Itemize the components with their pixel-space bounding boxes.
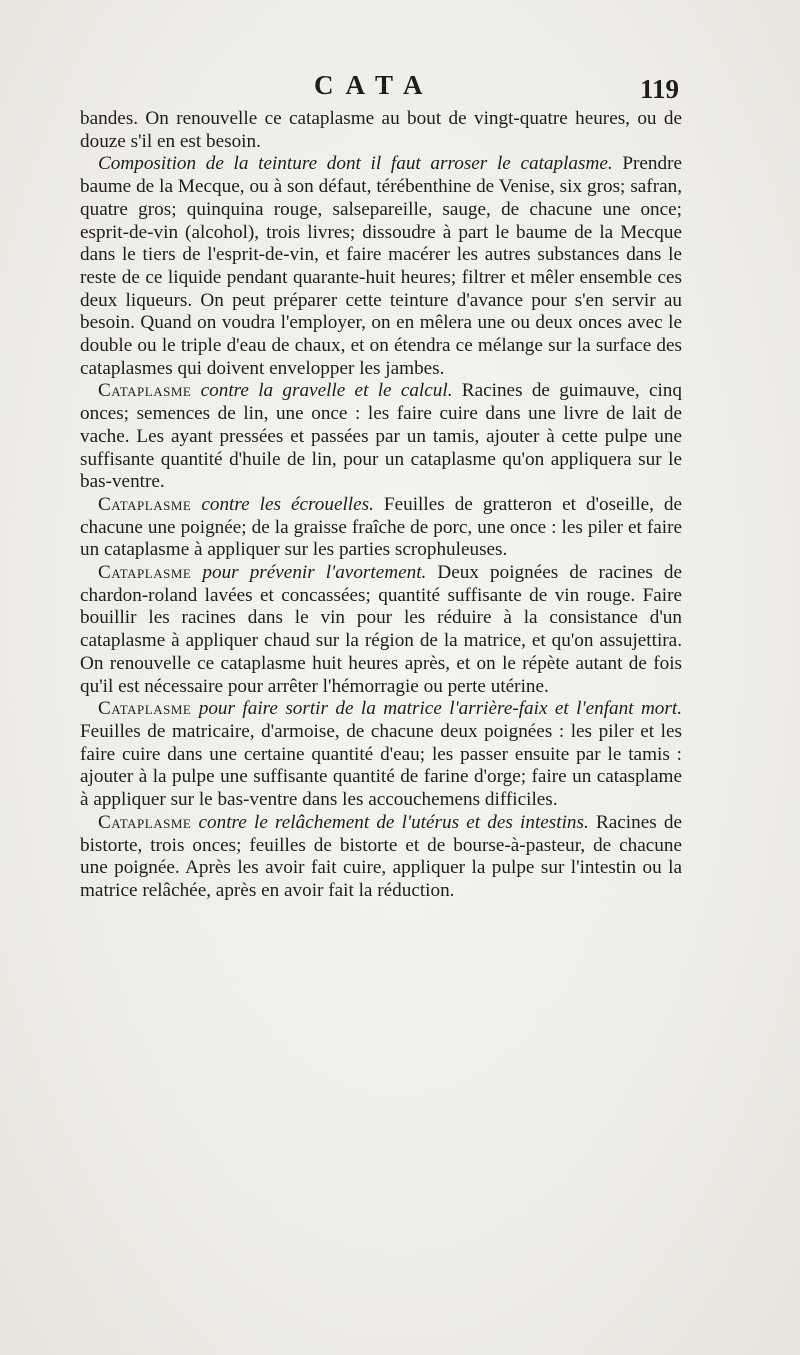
paragraph-body: Racines de bistorte, trois onces; feuilles de bistorte et de bourse-à-pasteur, de chacune une poignée. Après les avoir fait cuire, appliquer la pulpe sur l'intestin ou la matrice relâchée, après en avoir fait la réduction. [80, 811, 682, 901]
paragraph-teinture [80, 153, 682, 380]
paragraph-gravelle [80, 380, 682, 494]
paragraph-lead: Cataplasme [98, 493, 192, 515]
paragraph-lead: Cataplasme [98, 380, 192, 402]
paragraph-body: Prendre baume de la Mecque, ou à son défaut, térébenthine de Venise, six gros; safran, quatre gros; quinquina rouge, salsepareille, sauge, de chacune une once; esprit-de-vin (alcohol), trois livres; dissoudre à part le baume de la Mecque dans le tiers de l'esprit-de-vin, et faire macérer les autres substances dans le reste de ce liquide pendant quarante-huit heures; filtrer et mêler ensemble ces deux liqueurs. On peut préparer cette teinture d'avance pour s'en servir au besoin. Quand on voudra l'employer, on en mêlera une ou deux onces avec le double ou le triple d'eau de chaux, et on étendra ce mélange sur la surface des cataplasmes qui doivent envelopper les jambes. [80, 153, 682, 379]
paragraph-heading: Composition de la teinture dont il faut arroser le cataplasme. [98, 153, 613, 175]
paragraph-heading: pour faire sortir de la matrice l'arrière-faix et l'enfant mort. [191, 698, 682, 720]
paragraph-heading: contre la gravelle et le calcul. [191, 380, 453, 402]
running-head [0, 70, 800, 110]
paragraph-body: Feuilles de gratteron et d'oseille, de chacune une poignée; de la graisse fraîche de porc, une once : les piler et faire un cataplasme à appliquer sur les parties scrophuleuses. [80, 493, 682, 561]
paragraph-heading: contre les écrouelles. [191, 493, 374, 515]
paragraph-ecrouelles [80, 494, 682, 562]
paragraph-body: Deux poignées de racines de chardon-roland lavées et concassées; quantité suffisante de vin rouge. Faire bouillir les racines dans le vin pour les réduire à la consistance d'un cataplasme à appliquer chaud sur la région de la matrice, et qu'on assujettira. On renouvelle ce cataplasme huit heures après, et on le répète autant de fois qu'il est nécessaire pour arrêter l'hémorragie ou perte utérine. [80, 562, 683, 697]
paragraph-body: bandes. On renouvelle ce cataplasme au bout de vingt-quatre heures, ou de douze s'il en est besoin. [80, 108, 682, 152]
paragraph-body: Racines de guimauve, cinq onces; semences de lin, une once : les faire cuire dans une livre de lait de vache. Les ayant pressées et passées par un tamis, ajouter à cette pulpe une suffisante quantité d'huile de lin, pour un cataplasme qu'on appliquera sur le bas-ventre. [80, 380, 682, 493]
paragraph-avortement [80, 562, 682, 698]
paragraph-relachement [80, 812, 682, 903]
body-text [80, 108, 682, 903]
paragraph-continuation [80, 108, 682, 153]
running-head-title: CATA [314, 70, 435, 100]
paragraph-lead: Cataplasme [98, 811, 192, 833]
paragraph-heading: pour prévenir l'avortement. [191, 562, 427, 584]
paragraph-lead: Cataplasme [98, 698, 192, 720]
paragraph-arriere-faix [80, 698, 682, 812]
paragraph-body: Feuilles de matricaire, d'armoise, de chacune deux poignées : les piler et les faire cuire dans une certaine quantité d'eau; les passer ensuite par le tamis : ajouter à la pulpe une suffisante quantité de farine d'orge; faire un catasplame à appliquer sur le bas-ventre dans les accouchemens difficiles. [80, 720, 682, 811]
paragraph-heading: contre le relâchement de l'utérus et des intestins. [191, 811, 589, 833]
paragraph-lead: Cataplasme [98, 562, 192, 584]
page-number: 119 [640, 74, 680, 104]
